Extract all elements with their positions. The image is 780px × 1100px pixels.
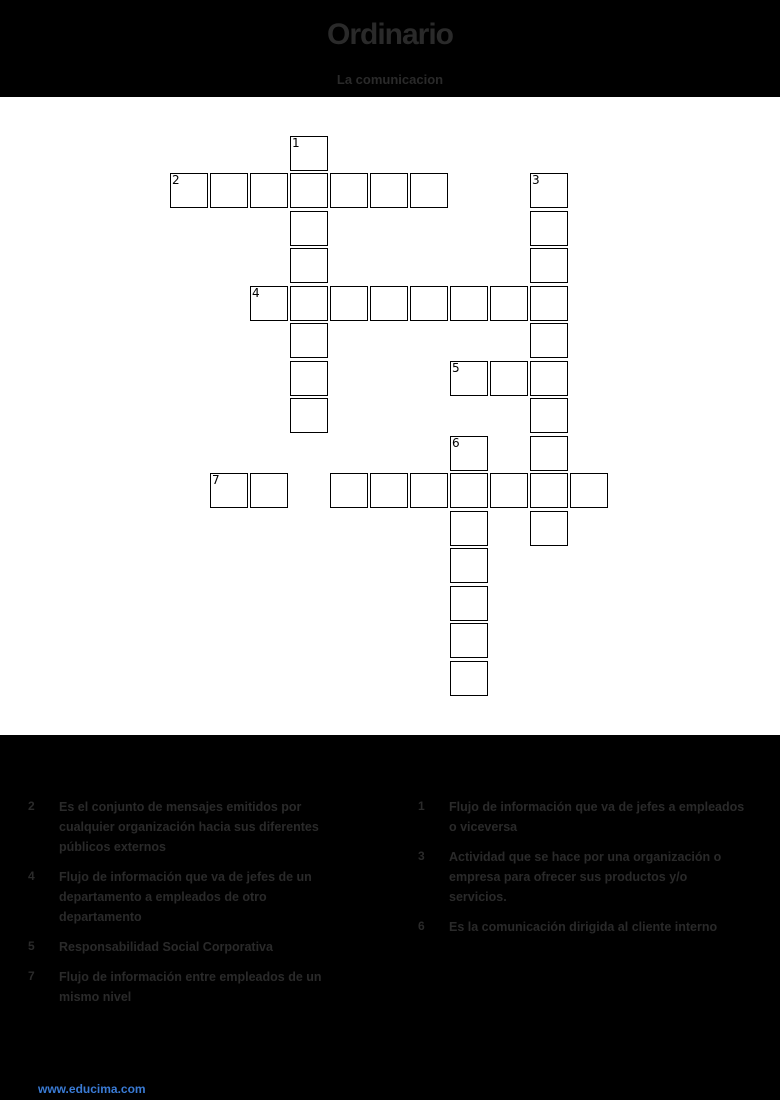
crossword-cell[interactable] [450, 473, 488, 508]
crossword-cell[interactable] [530, 286, 568, 321]
crossword-cell[interactable] [170, 173, 208, 208]
clue-number-label: 5 [452, 361, 460, 375]
crossword-cell[interactable] [450, 361, 488, 396]
crossword-cell[interactable] [330, 173, 368, 208]
clue-text: Es el conjunto de mensajes emitidos por cualquier organización hacia sus diferentes públicos externos [59, 800, 319, 854]
crossword-cell[interactable] [210, 173, 248, 208]
clue-text: Responsabilidad Social Corporativa [59, 940, 273, 954]
clue-number-label: 7 [212, 473, 220, 487]
clue-text: Flujo de información que va de jefes de un departamento a empleados de otro departamento [59, 870, 312, 924]
clue-number: 1 [418, 799, 425, 813]
crossword-cell[interactable] [450, 436, 488, 471]
clue-item [28, 867, 348, 927]
crossword-cell[interactable] [330, 286, 368, 321]
crossword-cell[interactable] [250, 286, 288, 321]
page-subtitle: La comunicacion [336, 72, 444, 87]
crossword-cell[interactable] [290, 398, 328, 433]
crossword-cell[interactable] [250, 173, 288, 208]
crossword-cell[interactable] [530, 511, 568, 546]
crossword-cell[interactable] [490, 473, 528, 508]
crossword-cell[interactable] [450, 623, 488, 658]
crossword-cell[interactable] [290, 211, 328, 246]
clues-section [0, 735, 780, 1100]
clue-number-label: 2 [172, 173, 180, 187]
crossword-cell[interactable] [250, 473, 288, 508]
crossword-cell[interactable] [410, 473, 448, 508]
clue-item [28, 937, 348, 957]
crossword-cell[interactable] [290, 173, 328, 208]
clue-text: Es la comunicación dirigida al cliente interno [449, 920, 718, 934]
clue-text: Actividad que se hace por una organización o empresa para ofrecer sus productos y/o servicios. [449, 850, 722, 904]
crossword-cell[interactable] [210, 473, 248, 508]
crossword-cell[interactable] [290, 323, 328, 358]
crossword-cell[interactable] [450, 586, 488, 621]
crossword-cell[interactable] [370, 173, 408, 208]
clue-item [28, 797, 348, 857]
crossword-cell[interactable] [530, 361, 568, 396]
crossword-cell[interactable] [490, 361, 528, 396]
crossword-cell[interactable] [530, 473, 568, 508]
crossword-cell[interactable] [450, 286, 488, 321]
clue-number-label: 4 [252, 286, 260, 300]
crossword-cell[interactable] [370, 286, 408, 321]
crossword-cell[interactable] [330, 473, 368, 508]
clue-number: 6 [418, 919, 425, 933]
crossword-cell[interactable] [290, 286, 328, 321]
clue-item [418, 797, 748, 837]
crossword-cell[interactable] [290, 361, 328, 396]
crossword-cell[interactable] [450, 511, 488, 546]
clue-number-label: 1 [292, 136, 300, 150]
clue-number: 4 [28, 869, 35, 883]
across-clues [28, 797, 348, 1017]
crossword-grid [0, 97, 780, 735]
crossword-cell[interactable] [570, 473, 608, 508]
crossword-cell[interactable] [530, 398, 568, 433]
crossword-cell[interactable] [530, 173, 568, 208]
crossword-cell[interactable] [410, 286, 448, 321]
clue-number: 5 [28, 939, 35, 953]
footer-link[interactable]: www.educima.com [38, 1082, 146, 1096]
crossword-cell[interactable] [530, 436, 568, 471]
clue-number: 7 [28, 969, 35, 983]
crossword-cell[interactable] [530, 248, 568, 283]
crossword-cell[interactable] [410, 173, 448, 208]
page-title: Ordinario [326, 18, 453, 51]
crossword-cell[interactable] [490, 286, 528, 321]
clue-number: 2 [28, 799, 35, 813]
clue-item [28, 967, 348, 1007]
crossword-cell[interactable] [290, 248, 328, 283]
crossword-cell[interactable] [530, 211, 568, 246]
clue-text: Flujo de información que va de jefes a empleados o viceversa [449, 800, 745, 834]
clue-item [418, 847, 748, 907]
crossword-cell[interactable] [450, 548, 488, 583]
clue-text: Flujo de información entre empleados de un mismo nivel [59, 970, 322, 1004]
crossword-cell[interactable] [530, 323, 568, 358]
down-clues [418, 797, 748, 947]
clue-item [418, 917, 748, 937]
crossword-cell[interactable] [450, 661, 488, 696]
header [0, 0, 780, 97]
clue-number: 3 [418, 849, 425, 863]
clue-number-label: 6 [452, 436, 460, 450]
clue-number-label: 3 [532, 173, 540, 187]
crossword-cell[interactable] [290, 136, 328, 171]
crossword-cell[interactable] [370, 473, 408, 508]
